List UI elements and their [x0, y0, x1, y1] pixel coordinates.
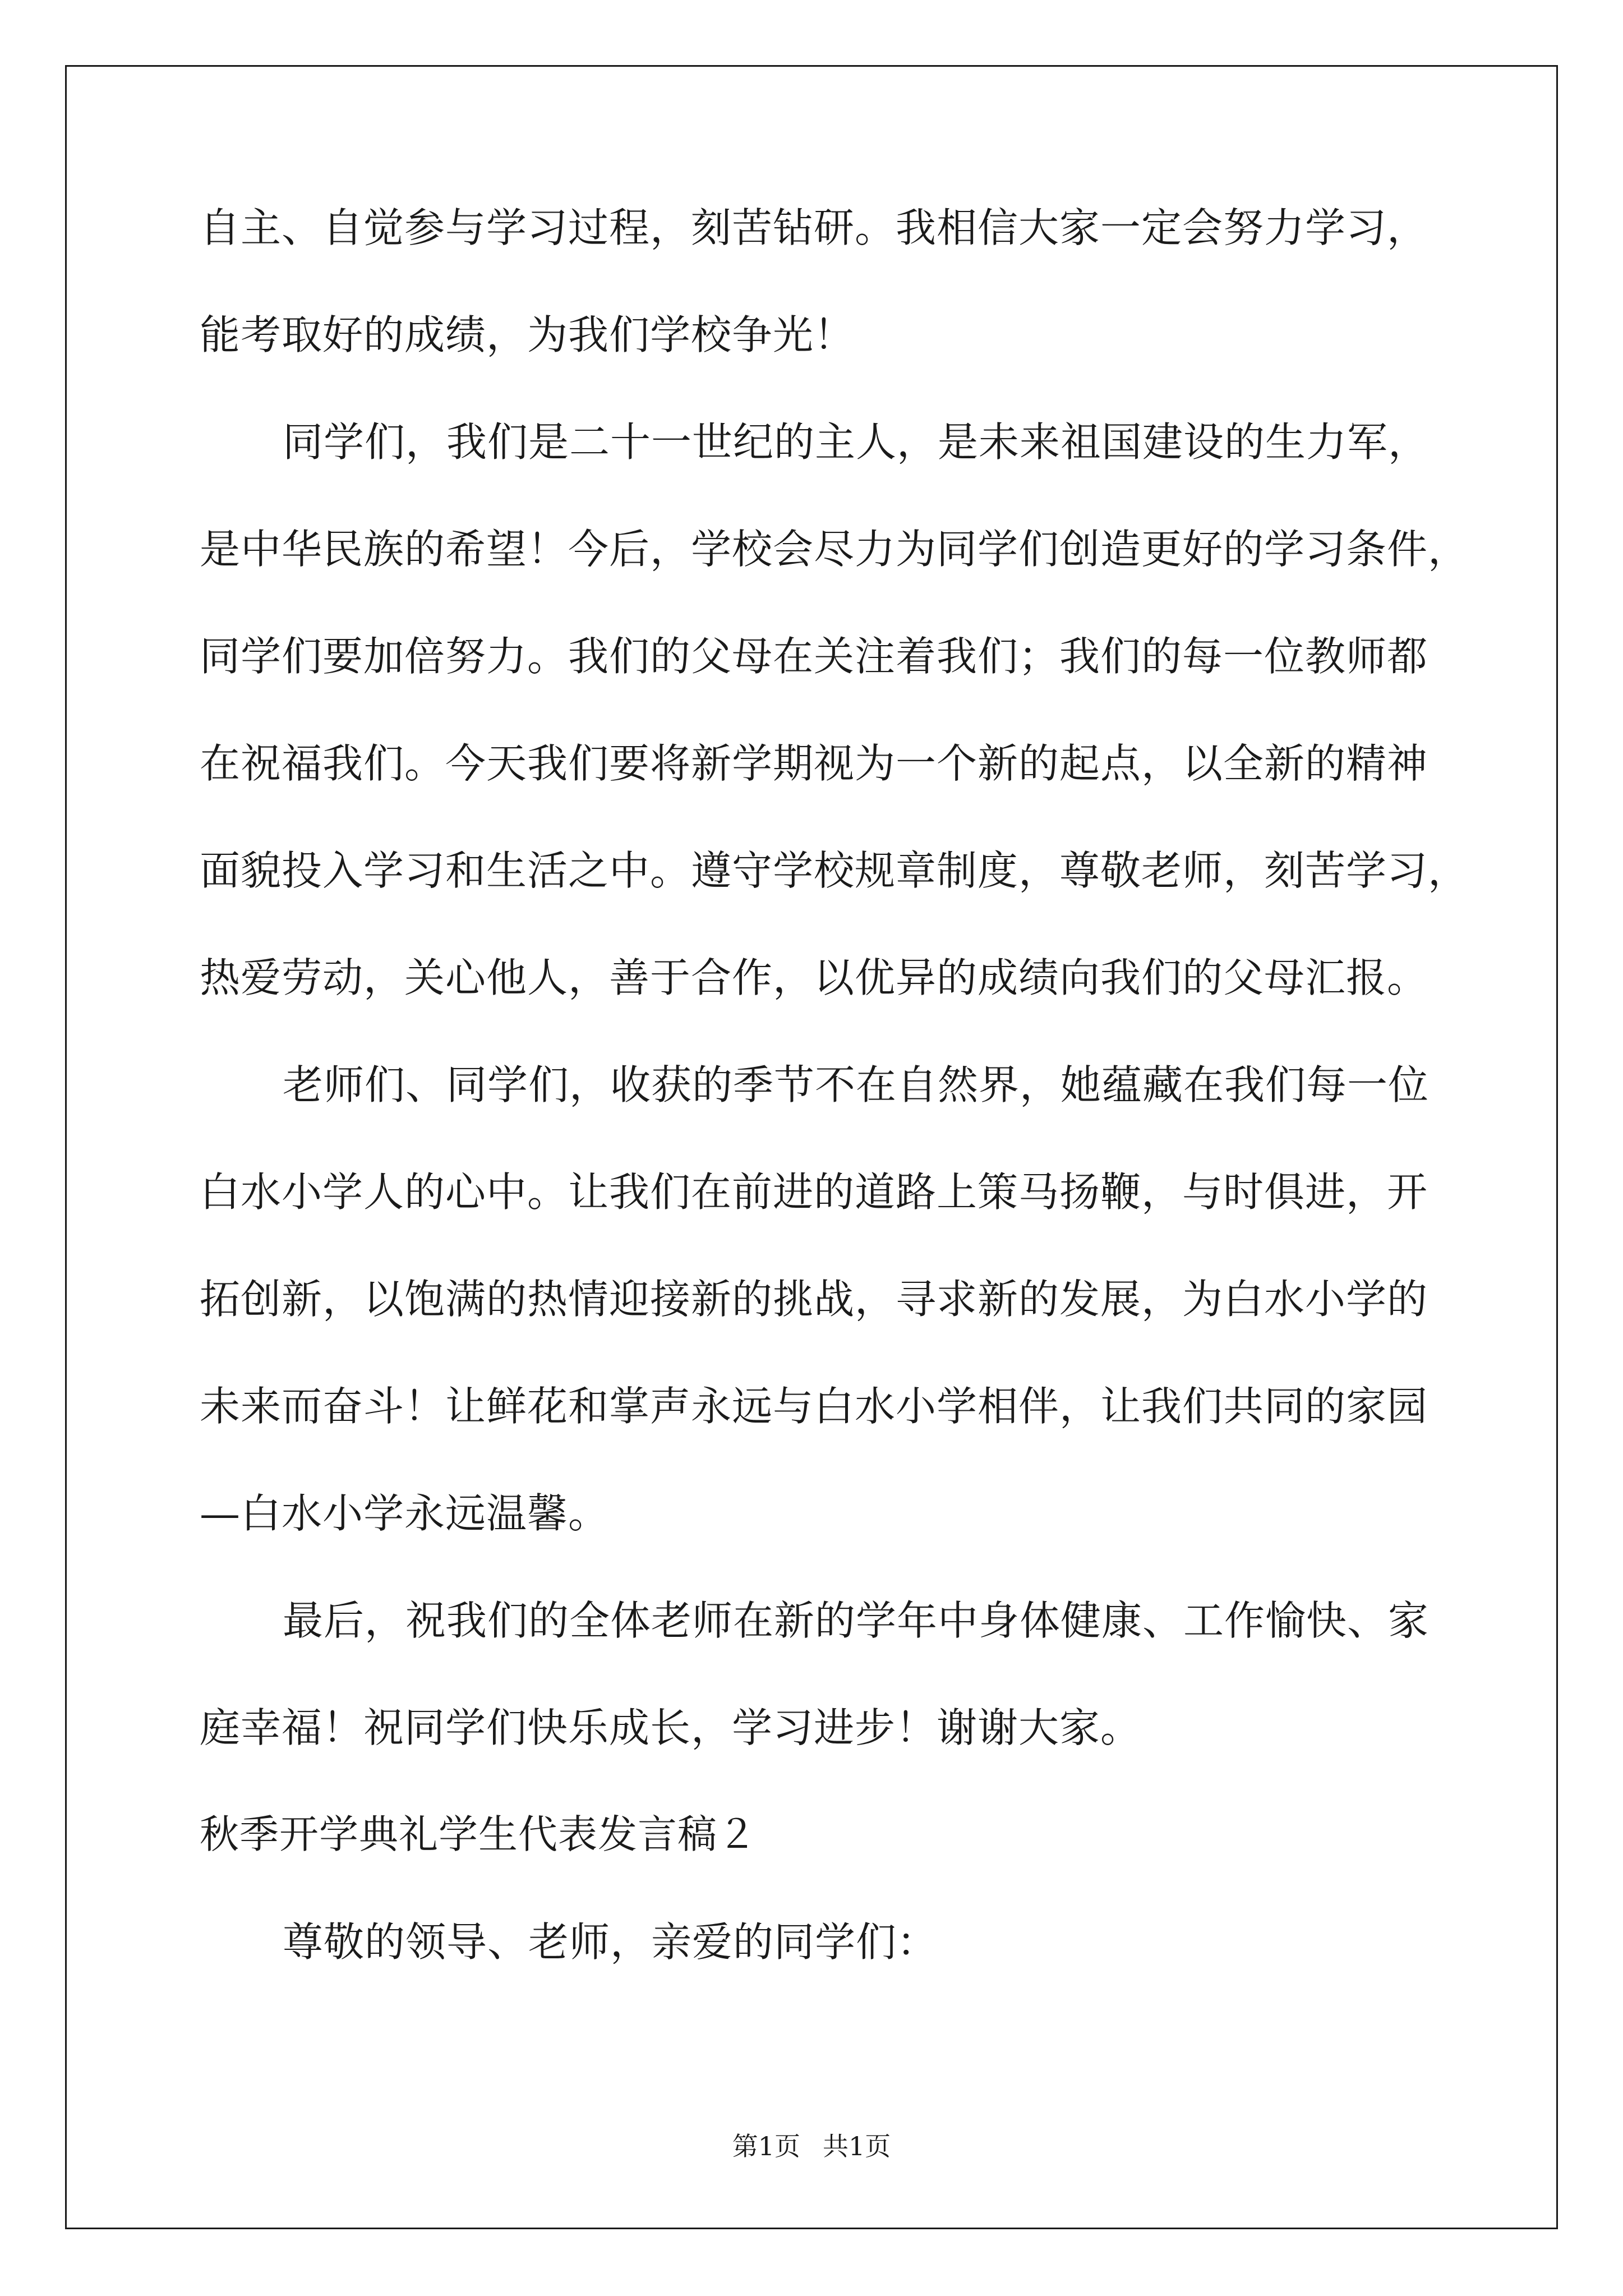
text-line: 庭幸福！祝同学们快乐成长，学习进步！谢谢大家。: [200, 1704, 1142, 1751]
page-total: 共1页: [823, 2131, 891, 2161]
text-line: 在祝福我们。今天我们要将新学期视为一个新的起点，以全新的精神: [200, 740, 1428, 787]
page-number: 第1页: [732, 2131, 800, 2161]
document-body: [200, 204, 1469, 2029]
text-line: 面貌投入学习和生活之中。遵守学校规章制度，尊敬老师，刻苦学习，: [200, 847, 1469, 894]
text-line: —白水小学永远温馨。: [200, 1490, 610, 1537]
text-line: 同学们，我们是二十一世纪的主人，是未来祖国建设的生力军，: [283, 418, 1430, 466]
text-line: 白水小学人的心中。让我们在前进的道路上策马扬鞭，与时俱进，开: [200, 1168, 1428, 1216]
text-line: 自主、自觉参与学习过程，刻苦钻研。我相信大家一定会努力学习，: [200, 204, 1428, 251]
section-title: 秋季开学典礼学生代表发言稿２: [200, 1811, 757, 1857]
text-line: 热爱劳动，关心他人，善于合作，以优异的成绩向我们的父母汇报。: [200, 954, 1428, 1001]
text-line: 是中华民族的希望！今后，学校会尽力为同学们创造更好的学习条件，: [200, 526, 1469, 573]
text-line: 未来而奋斗！让鲜花和掌声永远与白水小学相伴，让我们共同的家园: [200, 1383, 1428, 1430]
salutation-line: 尊敬的领导、老师，亲爱的同学们：: [283, 1918, 938, 1966]
text-line: 老师们、同学们，收获的季节不在自然界，她蕴藏在我们每一位: [283, 1061, 1430, 1108]
text-line: 能考取好的成绩，为我们学校争光！: [200, 311, 855, 358]
text-line: 拓创新，以饱满的热情迎接新的挑战，寻求新的发展，为白水小学的: [200, 1276, 1428, 1323]
text-line: 最后，祝我们的全体老师在新的学年中身体健康、工作愉快、家: [283, 1597, 1430, 1644]
page-footer: [0, 2126, 1623, 2163]
text-line: 同学们要加倍努力。我们的父母在关注着我们；我们的每一位教师都: [200, 633, 1428, 680]
